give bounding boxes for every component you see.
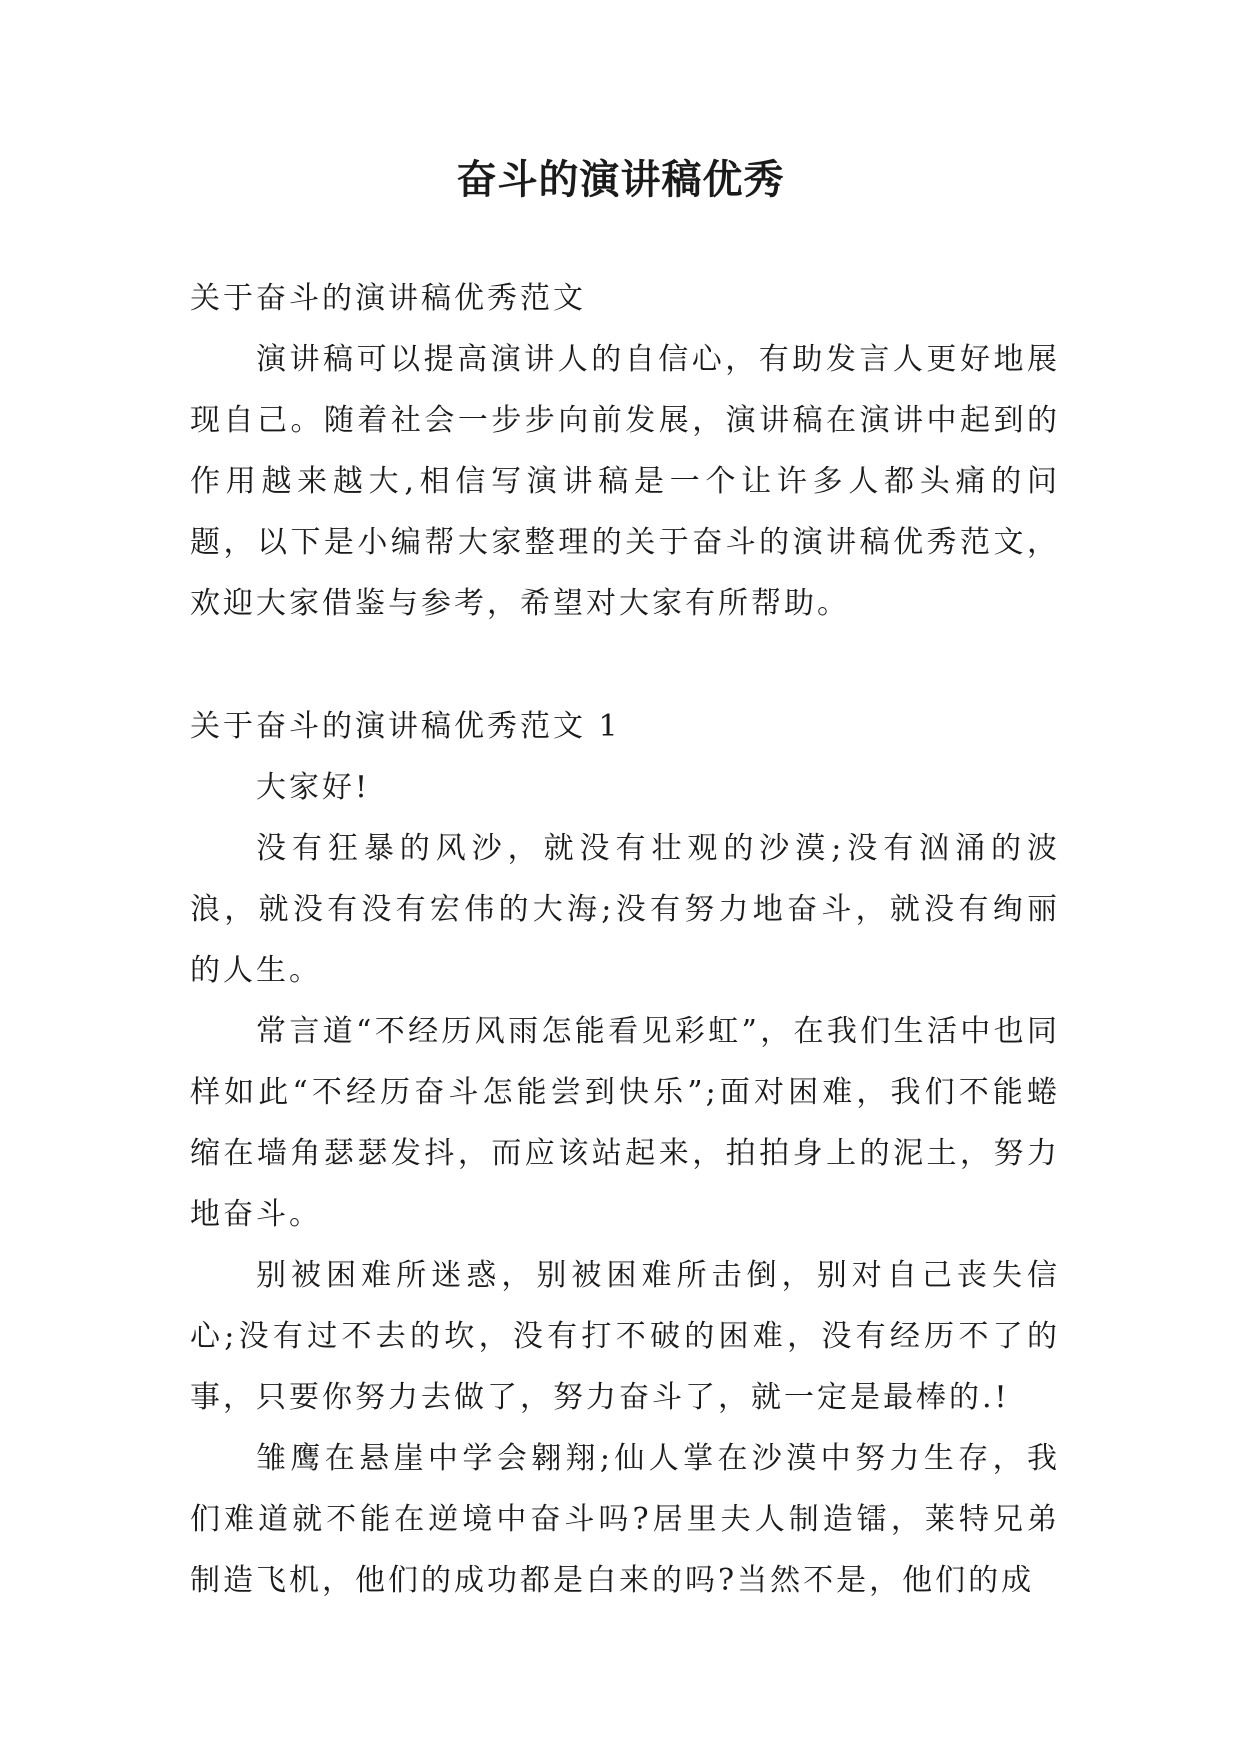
- intro-paragraph: 演讲稿可以提高演讲人的自信心，有助发言人更好地展现自己。随着社会一步步向前发展，演讲稿在演讲中起到的作用越来越大,相信写演讲稿是一个让许多人都头痛的问题，以下是小编帮大家整理的关于奋斗的演讲稿优秀范文，欢迎大家借鉴与参考，希望对大家有所帮助。: [190, 342, 1060, 621]
- body-paragraph: 没有狂暴的风沙，就没有壮观的沙漠;没有汹涌的波浪，就没有没有宏伟的大海;没有努力地奋斗，就没有绚丽的人生。: [190, 831, 1060, 988]
- body-paragraph: 别被困难所迷惑，别被困难所击倒，别对自己丧失信心;没有过不去的坎，没有打不破的困难，没有经历不了的事，只要你努力去做了，努力奋斗了，就一定是最棒的.!: [190, 1258, 1060, 1415]
- document-body: [190, 268, 1060, 1611]
- greeting-paragraph: 大家好!: [256, 770, 371, 805]
- body-paragraph: 常言道“不经历风雨怎能看见彩虹”，在我们生活中也同样如此“不经历奋斗怎能尝到快乐”;面对困难，我们不能蜷缩在墙角瑟瑟发抖，而应该站起来，拍拍身上的泥土，努力地奋斗。: [190, 1014, 1060, 1232]
- section-spacer: [190, 634, 1060, 696]
- section-heading: 关于奋斗的演讲稿优秀范文: [190, 281, 586, 316]
- body-paragraph: 雏鹰在悬崖中学会翱翔;仙人掌在沙漠中努力生存，我们难道就不能在逆境中奋斗吗?居里夫人制造镭，莱特兄弟制造飞机，他们的成功都是白来的吗?当然不是，他们的成: [190, 1441, 1060, 1598]
- document-title: 奋斗的演讲稿优秀: [456, 157, 785, 203]
- essay-heading: 关于奋斗的演讲稿优秀范文 1: [190, 709, 621, 744]
